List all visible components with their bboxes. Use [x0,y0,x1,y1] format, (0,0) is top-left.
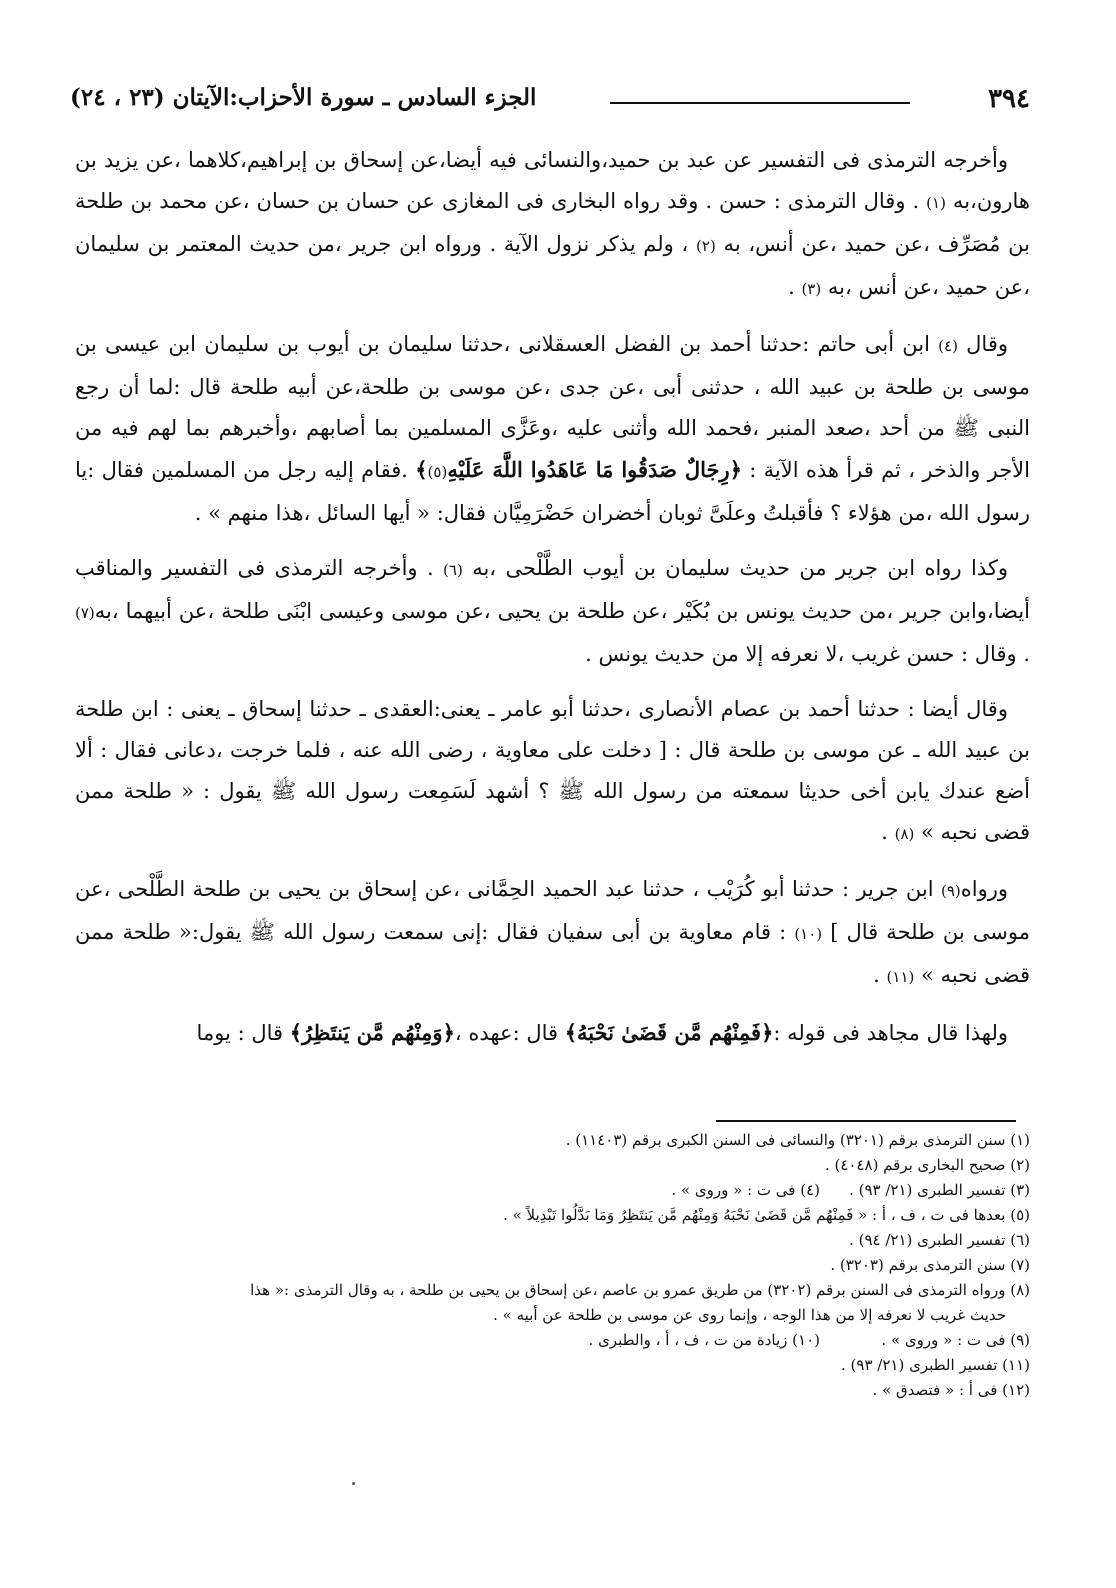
footnote-ref: (٦) [443,561,463,579]
text-run: . [873,963,887,987]
header-rule [610,102,910,104]
footnote: (١٠) زيادة من ت ، ف ، أ ، والطبرى . [588,1331,820,1349]
text-run: ، ولم يذكر نزول الآية . ورواه ابن جرير ،من حديث المعتمر بن سليمان ،عن حميد ،عن أنس ،به [75,232,1030,299]
footnote: (١٢) فى أ : « فتصدق » . [872,1381,1030,1399]
quran-verse: ﴿فَمِنْهُم مَّن قَضَىٰ نَحْبَهُ﴾ [564,1020,774,1045]
footnote: (٤) فى ت : « وروى » . [671,1181,820,1199]
footnote-ref: (٧) [75,604,95,622]
paragraph [75,324,1030,534]
text-run: . وقال : حسن غريب ،لا نعرفه إلا من حديث يونس . [585,642,1030,666]
footnote: (١) سنن الترمذى برقم (٣٢٠١) والنسائى فى السنن الكبرى برقم (١١٤٠٣) . [565,1131,1030,1149]
text-run: ابن أبى حاتم :حدثنا أحمد بن الفضل العسقلانى ،حدثنا سليمان بن أيوب بن سليمان ابن عيسى بن موسى بن طلحة بن عبيد الله ، حدثنى أبى ،عن جدى ،عن موسى بن طلحة،عن أبيه طلحة قال :لما أن رجع النبى ﷺ من أحد ،صعد المنبر ،فحمد الله وأثنى عليه ،وعَزَّى المسلمين بما أصابهم ،وأخبرهم بما لهم فيه من الأجر والذخر ، ثم قرأ هذه الآية : [75,332,1030,482]
paragraph [75,869,1030,998]
footnote-separator [716,1120,1016,1122]
text-run: وقال أيضا : حدثنا أحمد بن عصام الأنصارى ،حدثنا أبو عامر ـ يعنى:العقدى ـ حدثنا إسحاق ـ يعنى : ابن طلحة بن عبيد الله ـ عن موسى بن طلحة قال : [ دخلت على معاوية ، رضى الله عنه ، فلما خرجت ،دعانى فقال : ألا أضع عندك يابن أخى حديثا سمعته من رسول الله ﷺ ؟ أشهد لَسَمِعت رسول الله ﷺ يقول : « طلحة ممن قضى نحبه » [75,697,1030,844]
footnote-ref: (٤) [938,337,958,355]
footnote-ref: (٣) [801,280,822,298]
footnote-ref: (١١) [886,968,915,986]
paragraph [75,1012,1030,1054]
quran-verse: ﴿وَمِنْهُم مَّن يَنتَظِرُ﴾ [289,1020,455,1045]
text-run: وكذا رواه ابن جرير من حديث سليمان بن أيوب الطَّلْحى ،به [462,556,1008,580]
body-text [75,140,1030,1068]
paragraph [75,689,1030,855]
text-run: . وأخرجه الترمذى فى التفسير والمناقب أيضا،وابن جرير ،من حديث يونس بن بُكَيْر ،عن طلحة بن يحيى ،عن موسى وعيسى ابْنَى طلحة ،عن أبيهما ،به [75,556,1030,623]
footnote-ref: (٥) [427,463,448,481]
text-run: .فقام إليه رجل من المسلمين فقال :يا رسول الله ،من هؤلاء ؟ فأقبلتُ وعلَىَّ ثوبان أخضران حَضْرَمِيَّان فقال: « أيها السائل ،هذا منهم » . [75,458,1030,525]
text-run: قال : يوما [196,1021,290,1045]
text-run: . [788,275,802,299]
running-title: الجزء السادس ـ سورة الأحزاب:الآيتان (٢٣ ، ٢٤) [70,84,537,111]
footnote-row [90,1178,1030,1203]
text-run: وأخرجه الترمذى فى التفسير عن عبد بن حميد،والنسائى فيه أيضا،عن إسحاق بن إبراهيم،كلاهما ،عن يزيد بن هارون،به [75,148,1030,213]
footnote: (٣) تفسير الطبرى (٢١/ ٩٣) . [849,1181,1030,1199]
text-run: وقال [957,332,1008,356]
footnote-ref: (٩) [940,882,961,900]
footnote: (٩) فى ت : « وروى » . [881,1331,1030,1349]
text-run: . [881,820,895,844]
quran-verse: ﴾ [415,457,428,482]
footnote-ref: (٢) [696,237,716,255]
footnote-ref: (٨) [894,825,915,843]
footnote: (٨) ورواه الترمذى فى السنن برقم (٣٢٠٢) من طريق عمرو بن عاصم ،عن إسحاق بن يحيى بن طلحة ، به وقال الترمذى :« هذا [250,1281,1030,1299]
quran-verse: ﴿رِجَالٌ صَدَقُوا مَا عَاهَدُوا اللَّهَ عَلَيْهِ [447,457,742,482]
page-number: ٣٩٤ [988,84,1030,114]
footnote: (٧) سنن الترمذى برقم (٣٢٠٣) . [830,1256,1030,1274]
page-speck [352,1482,355,1485]
footnote-row [90,1328,1030,1353]
text-run: ولهذا قال مجاهد فى قوله : [773,1021,1008,1045]
footnotes [90,1128,1030,1403]
footnote: (٢) صحيح البخارى برقم (٤٠٤٨) . [824,1156,1030,1174]
paragraph [75,548,1030,675]
text-run: ورواه [960,877,1008,901]
footnote-ref: (١٠) [794,925,823,943]
footnote-continuation: حديث غريب لا نعرفه إلا من هذا الوجه ، وإنما روى عن موسى بن طلحة عن أبيه » . [493,1306,1006,1324]
text-run: ابن جرير : حدثنا أبو كُرَيْب ، حدثنا عبد الحميد الحِمَّانى ،عن إسحاق بن يحيى بن طلحة الطَّلْحى ،عن موسى بن طلحة قال ] [75,877,1030,944]
paragraph [75,140,1030,310]
footnote: (٥) بعدها فى ت ، ف ، أ : « فَمِنْهُم مَّن قَضَىٰ نَحْبَهُ وَمِنْهُم مَّن يَنتَظِرُ وَمَا بَدَّلُوا تَبْدِيلاً » . [503,1206,1030,1224]
footnote-ref: (١) [926,194,946,212]
footnote: (٦) تفسير الطبرى (٢١/ ٩٤) . [849,1231,1030,1249]
text-run: . وقال الترمذى : حسن . وقد رواه البخارى فى المغازى عن حسان بن حسان ،عن محمد بن طلحة بن مُصَرِّف ،عن حميد ،عن أنس، به [75,189,1030,256]
text-run: : قام معاوية بن أبى سفيان فقال :إنى سمعت رسول الله ﷺ يقول:« طلحة ممن قضى نحبه » [75,920,1030,987]
page-header [70,80,1030,124]
text-run: قال :عهده ، [454,1021,565,1045]
footnote: (١١) تفسير الطبرى (٢١/ ٩٣) . [841,1356,1030,1374]
